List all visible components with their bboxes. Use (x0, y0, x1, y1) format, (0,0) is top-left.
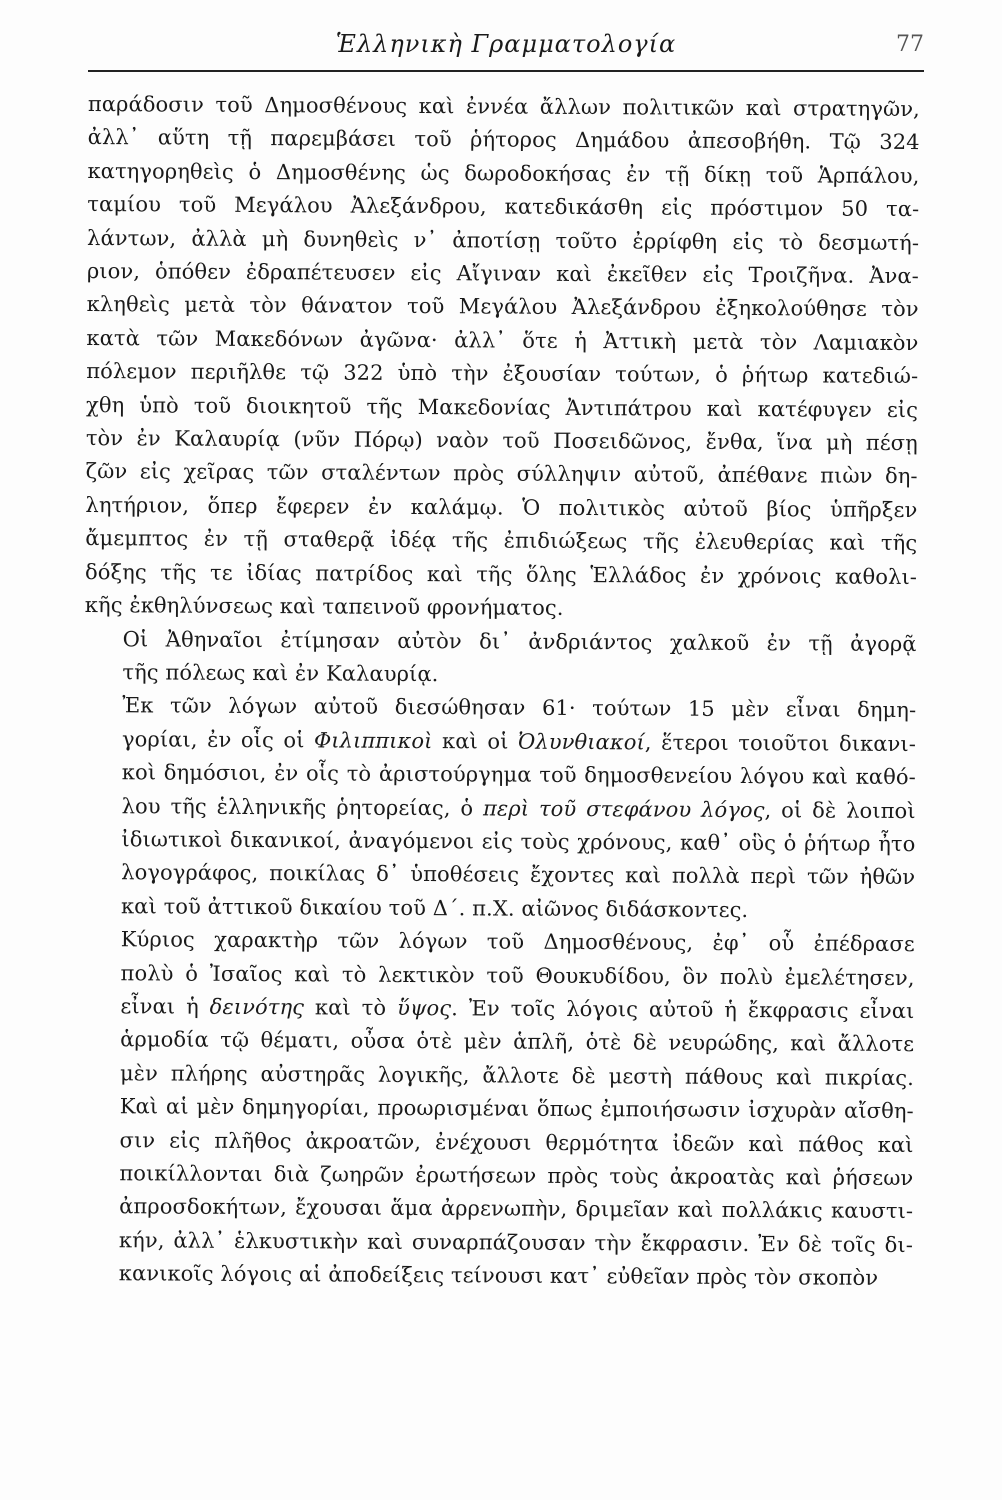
body-text (81, 88, 920, 1296)
paragraph (84, 622, 916, 694)
text-line: ἀπροσδοκήτων, ἔχουσαι ἅμα ἀρρενωπὴν, δριμεῖαν καὶ πολλάκις καυστι- (119, 1194, 914, 1224)
text-line: πολὺ ὁ Ἰσαῖος καὶ τὸ λεκτικὸν τοῦ Θουκυδίδου, ὃν πολὺ ἐμελέτησεν, (120, 960, 915, 990)
text-line: καὶ τοῦ ἀττικοῦ δικαίου τοῦ Δ΄. π.Χ. αἰῶνος διδάσκοντες. (120, 893, 749, 922)
page-number: 77 (896, 32, 924, 57)
paragraph (85, 88, 920, 628)
text-line: Κύριος χαρακτὴρ τῶν λόγων τοῦ Δημοσθένους, ἐφ᾽ οὗ ἐπέδρασε (120, 927, 915, 957)
text-line: ἰδιωτικοὶ δικανικοί, ἀναγόμενοι εἰς τοὺς χρόνους, καθ᾽ οὓς ὁ ῥήτωρ ἦτο (121, 827, 916, 857)
text-line: πόλεμον περιῆλθε τῷ 322 ὑπὸ τὴν ἐξουσίαν τούτων, ὁ ῥήτωρ κατεδιώ- (86, 359, 919, 389)
text-line: κληθεὶς μετὰ τὸν θάνατον τοῦ Μεγάλου Ἀλεξάνδρου ἐξηκολούθησε τὸν (86, 292, 919, 322)
text-line: ἁρμοδία τῷ θέματι, οὖσα ὁτὲ μὲν ἁπλῆ, ὁτὲ δὲ νευρώδης, καὶ ἄλλοτε (120, 1027, 915, 1057)
text-line: Οἱ Ἀθηναῖοι ἐτίμησαν αὐτὸν δι᾽ ἀνδριάντος χαλκοῦ ἐν τῇ ἀγορᾷ (122, 626, 917, 656)
text-line: ζῶν εἰς χεῖρας τῶν σταλέντων πρὸς σύλληψιν αὐτοῦ, ἀπέθανε πιὼν δη- (85, 459, 918, 489)
text-line: παράδοσιν τοῦ Δημοσθένους καὶ ἐννέα ἄλλων πολιτικῶν καὶ στρατηγῶν, (87, 91, 920, 122)
running-title: Ἑλληνικὴ Γραμματολογία (335, 30, 677, 58)
text-line: κῆς ἐκθηλύνσεως καὶ ταπεινοῦ φρονήματος. (84, 593, 564, 621)
text-line: λου τῆς ἑλληνικῆς ῥητορείας, ὁ περὶ τοῦ στεφάνου λόγος, οἱ δὲ λοιποὶ (121, 793, 916, 823)
text-line: μὲν πλήρης αὐστηρᾶς λογικῆς, ἄλλοτε δὲ μεστὴ πάθους καὶ πικρίας. (119, 1060, 915, 1090)
text-line: κήν, ἀλλ᾽ ἑλκυστικὴν καὶ συναρπάζουσαν τὴν ἔκφρασιν. Ἐν δὲ τοῖς δι- (118, 1228, 914, 1257)
text-line: γορίαι, ἐν οἷς οἱ Φιλιππικοὶ καὶ οἱ Ὀλυνθιακοί, ἕτεροι τοιοῦτοι δικανι- (121, 726, 917, 756)
text-line: Καὶ αἱ μὲν δημηγορίαι, προωρισμέναι ὅπως ἐμποιήσωσιν ἰσχυρὰν αἴσθη- (119, 1094, 914, 1124)
text-line: κατὰ τῶν Μακεδόνων ἀγῶνα· ἀλλ᾽ ὅτε ἡ Ἀττικὴ μετὰ τὸν Λαμιακὸν (86, 325, 919, 355)
paragraph (81, 923, 915, 1296)
page-header (88, 30, 924, 70)
text-line: ριον, ὁπόθεν ἐδραπέτευσεν εἰς Αἴγιναν καὶ ἐκεῖθεν εἰς Τροιζῆνα. Ἀνα- (86, 259, 919, 289)
header-rule (88, 70, 924, 72)
text-line: λογογράφος, ποικίλας δ᾽ ὑποθέσεις ἔχοντες καὶ πολλὰ περὶ τῶν ἠθῶν (121, 860, 916, 890)
text-line: τὸν ἐν Καλαυρίᾳ (νῦν Πόρῳ) ναὸν τοῦ Ποσειδῶνος, ἔνθα, ἵνα μὴ πέσῃ (85, 426, 918, 456)
text-line: κατηγορηθεὶς ὁ Δημοσθένης ὡς δωροδοκήσας ἐν τῇ δίκῃ τοῦ Ἁρπάλου, (87, 158, 920, 188)
paragraph (83, 689, 916, 928)
text-line: ταμίου τοῦ Μεγάλου Ἀλεξάνδρου, κατεδικάσθη εἰς πρόστιμον 50 τα- (87, 192, 920, 222)
text-line: σιν εἰς πλῆθος ἀκροατῶν, ἐνέχουσι θερμότητα ἰδεῶν καὶ πάθος καὶ (119, 1127, 914, 1157)
text-line: δόξης τῆς τε ἰδίας πατρίδος καὶ τῆς ὅλης Ἑλλάδος ἐν χρόνοις καθολι- (84, 559, 918, 589)
text-line: ἄμεμπτος ἐν τῇ σταθερᾷ ἰδέᾳ τῆς ἐπιδιώξεως τῆς ἐλευθερίας καὶ τῆς (85, 526, 918, 556)
text-line: κανικοῖς λόγοις αἱ ἀποδείξεις τείνουσι κατ᾽ εὐθεῖαν πρὸς τὸν σκοπὸν (118, 1261, 879, 1291)
text-line: τῆς πόλεως καὶ ἐν Καλαυρίᾳ. (122, 660, 439, 687)
text-line: χθη ὑπὸ τοῦ διοικητοῦ τῆς Μακεδονίας Ἀντιπάτρου καὶ κατέφυγεν εἰς (85, 392, 919, 422)
text-line: ποικίλλονται διὰ ζωηρῶν ἐρωτήσεων πρὸς τοὺς ἀκροατὰς καὶ ῥήσεων (119, 1161, 914, 1191)
text-line: ἀλλ᾽ αὕτη τῇ παρεμβάσει τοῦ ῥήτορος Δημάδου ἀπεσοβήθη. Τῷ 324 (87, 125, 920, 155)
text-line: λητήριον, ὅπερ ἔφερεν ἐν καλάμῳ. Ὁ πολιτικὸς αὐτοῦ βίος ὑπῆρξεν (85, 492, 918, 522)
text-line: λάντων, ἀλλὰ μὴ δυνηθεὶς ν᾽ ἀποτίσῃ τοῦτο ἐρρίφθη εἰς τὸ δεσμωτή- (87, 225, 920, 255)
text-line: Ἐκ τῶν λόγων αὐτοῦ διεσώθησαν 61· τούτων 15 μὲν εἶναι δημη- (122, 693, 917, 723)
text-line: εἶναι ἡ δεινότης καὶ τὸ ὕψος. Ἐν τοῖς λόγοις αὐτοῦ ἡ ἔκφρασις εἶναι (120, 994, 915, 1024)
text-line: κοὶ δημόσιοι, ἐν οἷς τὸ ἀριστούργημα τοῦ δημοσθενείου λόγου καὶ καθό- (121, 760, 916, 790)
